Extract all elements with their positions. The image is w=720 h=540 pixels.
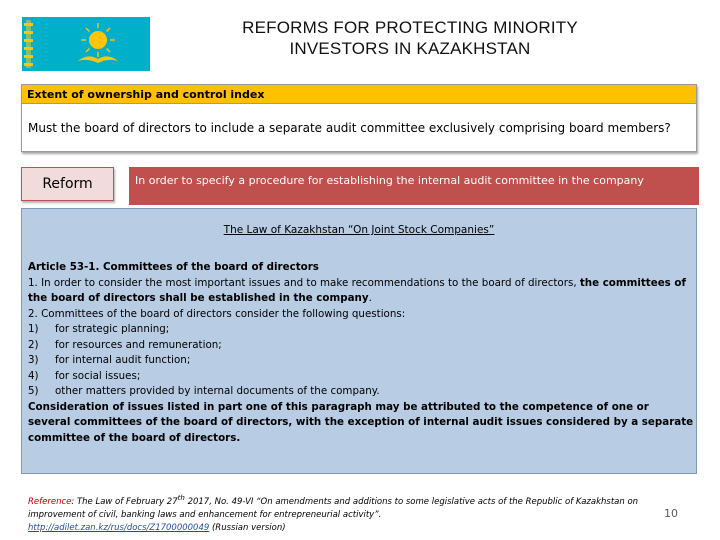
paragraph-1 [28,276,694,307]
list-item [28,369,694,385]
reference-text-2: 2017, No. 49-VI “On amendments and additions to some legislative acts of the Republic of Kazakhstan on improvement of civil, banking laws and enhancement for entrepreneurial activity”. [28,496,639,520]
list-item [28,353,694,369]
list-item-number: 2) [28,338,39,351]
list-item-number: 3) [28,354,39,366]
reference-label: Reference [28,496,72,507]
paragraph-1-bold: the committees of the board of directors shall be established in the company [28,276,686,304]
reference-suffix: (Russian version) [209,522,286,533]
law-title: The Law of Kazakhstan “On Joint Stock Companies” [223,224,495,236]
reform-description: In order to specify a procedure for establishing the internal audit committee in the company [129,167,699,205]
paragraph-2: 2. Committees of the board of directors consider the following questions: [28,307,406,320]
law-text [28,260,694,446]
kazakhstan-flag-icon [22,17,150,71]
reference-link[interactable]: http://adilet.zan.kz/rus/docs/Z1700000049 [28,522,210,533]
reform-label: Reform [21,167,114,201]
list-item-number: 4) [28,369,39,382]
list-item-text: for strategic planning; [55,323,170,335]
list-item-text: other matters provided by internal documents of the company. [55,385,380,397]
list-item [28,322,694,338]
list-item-number: 5) [28,385,39,397]
indicator-heading: Extent of ownership and control index [22,85,696,104]
list-item-text: for internal audit function; [55,354,191,366]
conclusion-text: Consideration of issues listed in part one of this paragraph may be attributed to the competence of one or several committees of the board of directors, with the exception of internal audit issues considered by a separate committee of the board of directors. [28,400,694,444]
title-line-1: REFORMS FOR PROTECTING MINORITY [242,18,578,37]
page-title [190,17,630,59]
list-item [28,384,694,400]
page-number: 10 [664,507,678,520]
list-item-number: 1) [28,323,39,335]
paragraph-1-end: . [368,292,372,304]
indicator-box [21,84,697,152]
reference-superscript: th [177,493,185,502]
reference-note [28,491,658,535]
list-item-text: for social issues; [55,369,141,382]
law-panel [21,208,697,474]
indicator-question: Must the board of directors to include a separate audit committee exclusively comprising board members? [28,121,671,135]
reference-colon: : [71,496,77,507]
title-line-2: INVESTORS IN KAZAKHSTAN [289,39,531,58]
article-heading: Article 53-1. Committees of the board of directors [28,261,319,273]
list-item [28,338,694,354]
reference-text: The Law of February 27 [76,496,178,507]
paragraph-1-text: 1. In order to consider the most important issues and to make recommendations to the board of directors, [28,276,580,289]
list-item-text: for resources and remuneration; [55,338,222,351]
